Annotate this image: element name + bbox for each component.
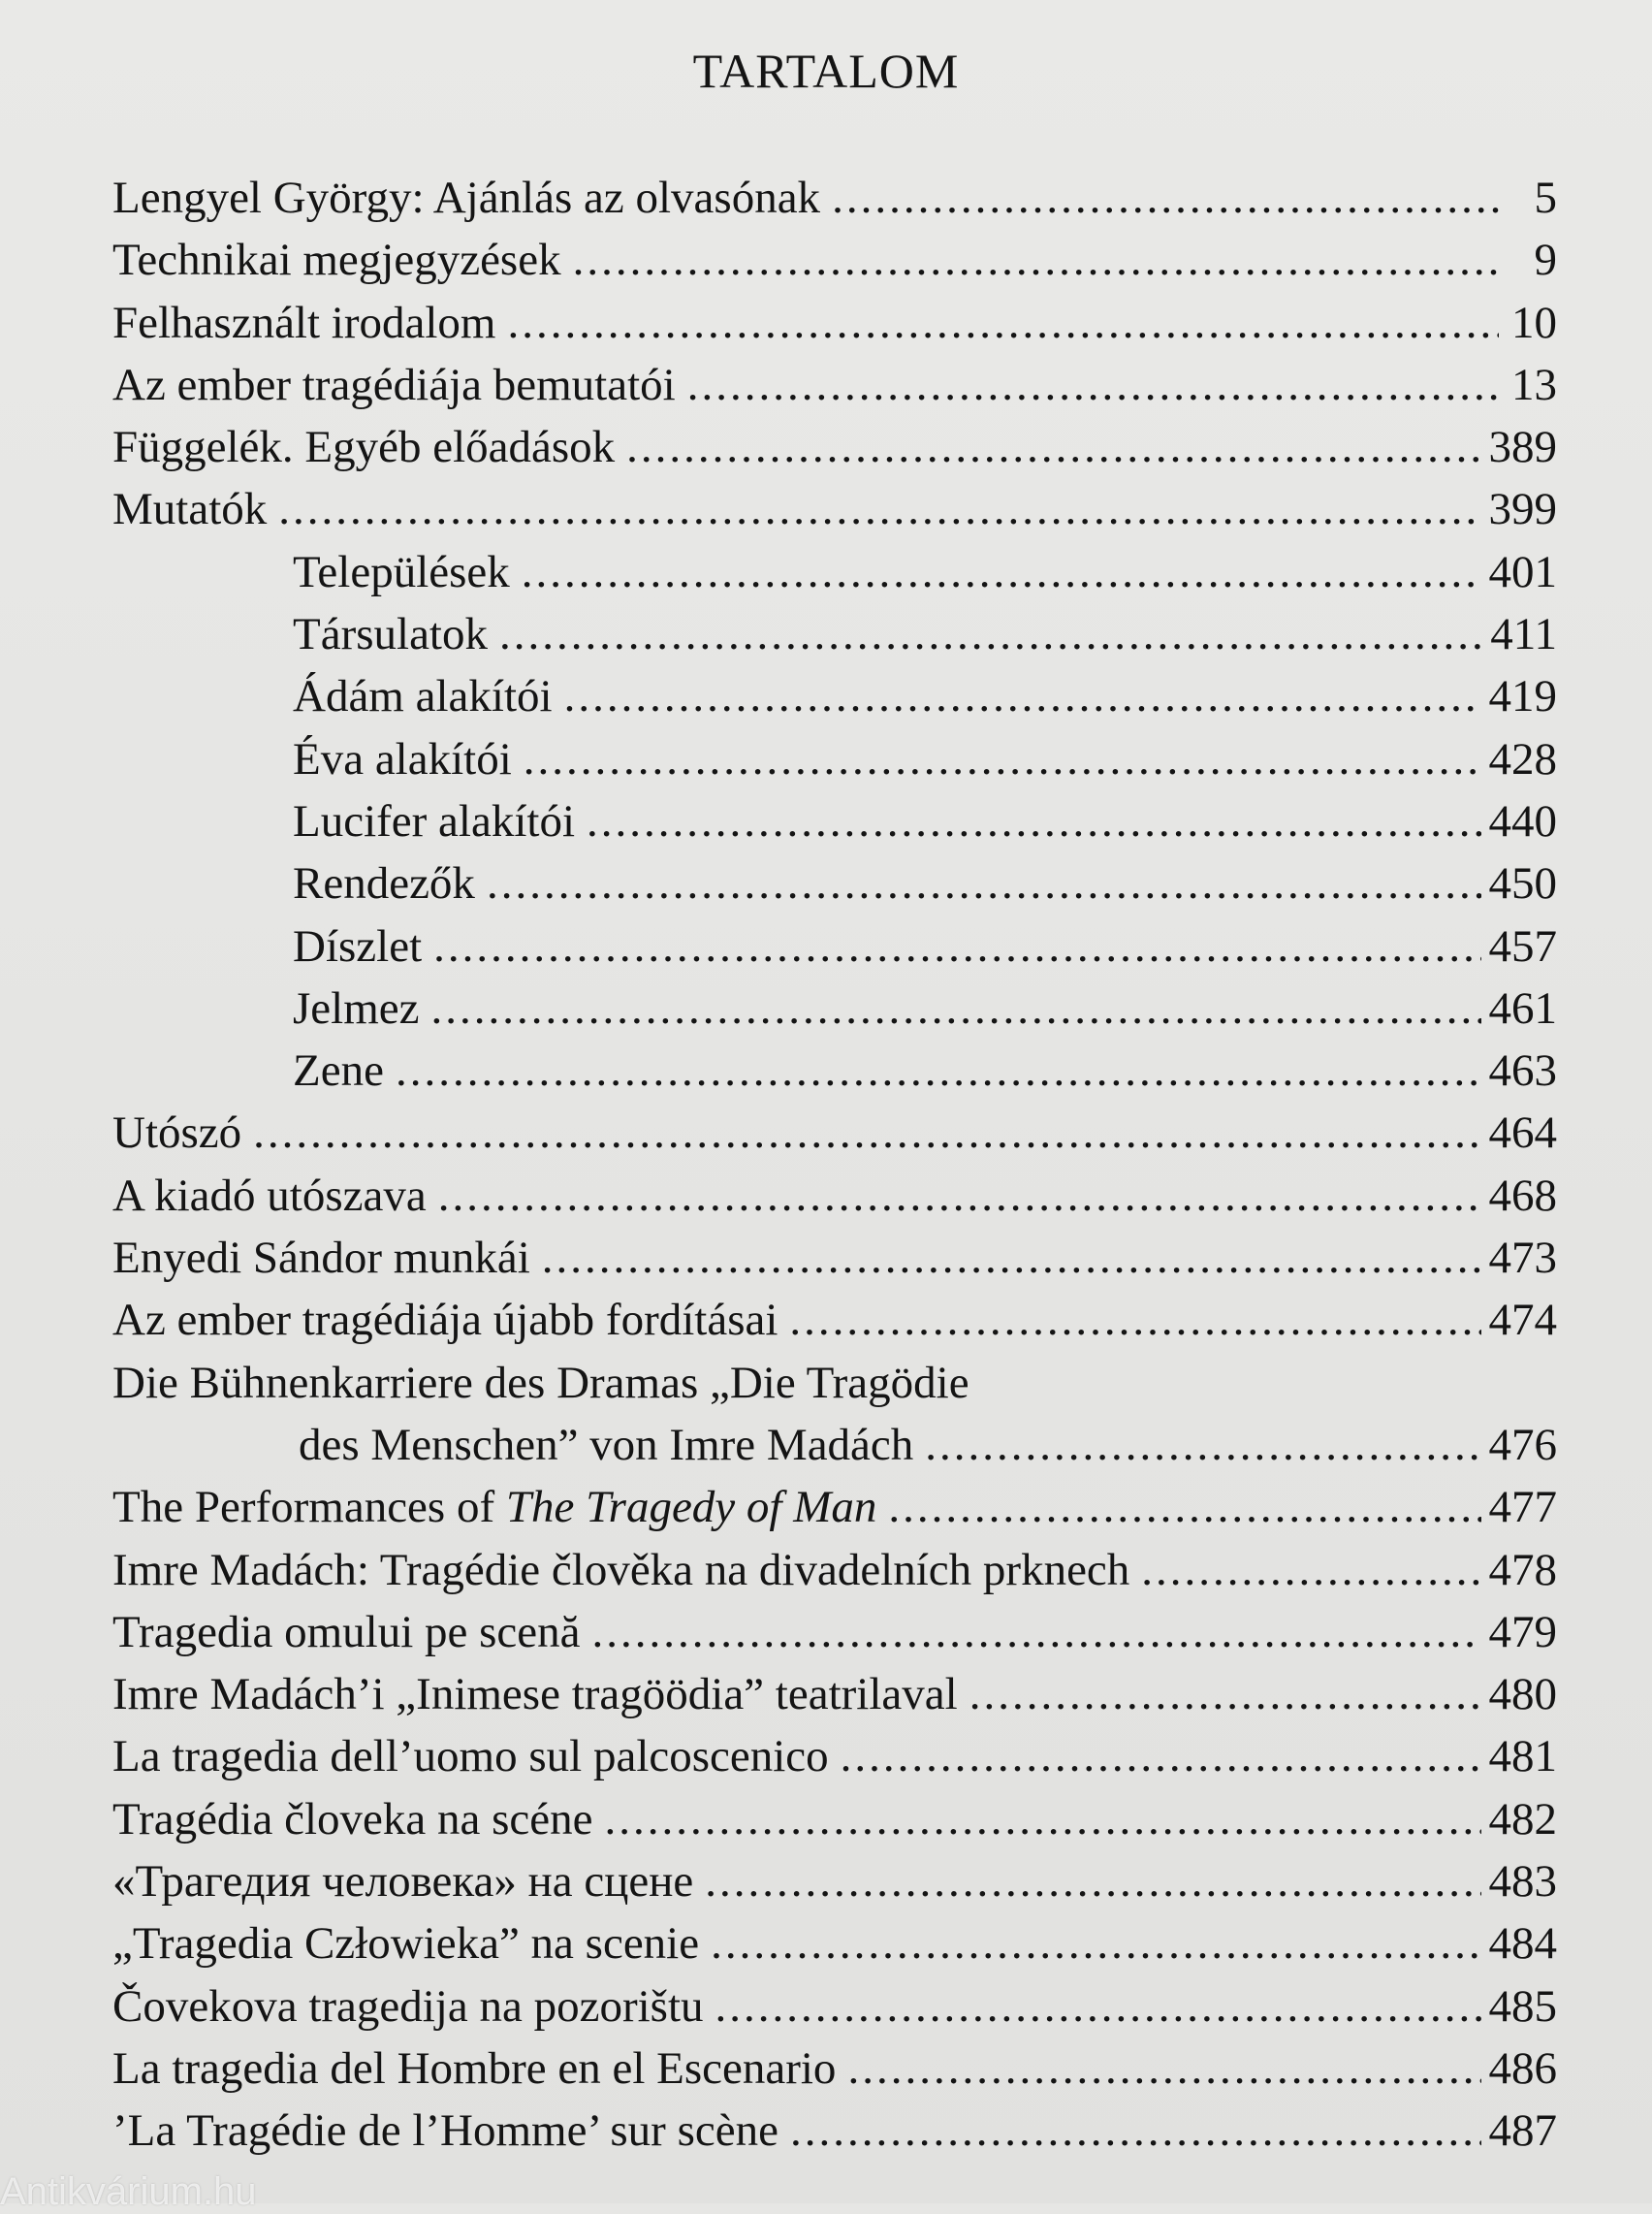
dot-leader [711, 1912, 1480, 1974]
toc-entry-page: 479 [1488, 1606, 1557, 1657]
toc-sub-entry [112, 978, 1557, 1040]
toc-entry-label: Tragédia človeka na scéne [112, 1793, 593, 1845]
toc-entry [112, 2100, 1557, 2162]
toc-entry [112, 167, 1557, 229]
watermark: Antikvárium.hu [0, 2170, 257, 2213]
dot-leader [507, 292, 1499, 354]
dot-leader [396, 1040, 1481, 1102]
toc-entry [112, 229, 1557, 291]
toc-entry-label: Az ember tragédiája újabb fordításai [112, 1295, 778, 1346]
toc-entry-label: Zene [293, 1045, 384, 1097]
toc-entry-label: Utószó [112, 1107, 242, 1159]
toc-entry-label: Felhasznált irodalom [112, 297, 496, 348]
toc-entry [112, 354, 1557, 416]
toc-entry [112, 1975, 1557, 2038]
toc-entry-label: Lucifer alakítói [293, 795, 575, 847]
toc-entry-label: „Tragedia Człowieka” na scenie [112, 1918, 700, 1970]
dot-leader [524, 728, 1481, 790]
table-of-contents [112, 167, 1557, 2163]
toc-entry-page: 419 [1488, 671, 1557, 722]
toc-entry-label-prefix: The Performances of [112, 1482, 506, 1533]
dot-leader [542, 1227, 1481, 1289]
dot-leader [587, 790, 1481, 852]
toc-entry-label: Imre Madách: Tragédie člověka na divadelních prknech [112, 1544, 1130, 1595]
toc-entry-page: 440 [1488, 795, 1557, 847]
dot-leader [592, 1601, 1481, 1663]
toc-entry-label: La tragedia dell’uomo sul palcoscenico [112, 1731, 829, 1782]
toc-entry-english [112, 1476, 1557, 1538]
toc-entry-page: 463 [1488, 1045, 1557, 1097]
toc-entry-label: «Трагедия человека» на сцене [112, 1856, 694, 1908]
toc-entry [112, 1289, 1557, 1351]
toc-entry-label: A kiadó utószava [112, 1170, 427, 1221]
toc-entry-page: 13 [1511, 359, 1557, 410]
toc-entry [112, 2038, 1557, 2100]
dot-leader [832, 167, 1499, 229]
toc-entry [112, 1539, 1557, 1601]
dot-leader [789, 1289, 1480, 1351]
toc-sub-entry [112, 1040, 1557, 1102]
toc-entry-page: 428 [1488, 733, 1557, 785]
toc-entry-page: 450 [1488, 858, 1557, 910]
toc-entry-page: 10 [1511, 297, 1557, 348]
toc-entry-page: 477 [1488, 1482, 1557, 1533]
toc-entry [112, 1663, 1557, 1725]
toc-entry-label: Enyedi Sándor munkái [112, 1233, 530, 1284]
dot-leader [705, 1850, 1480, 1912]
toc-entry [112, 1850, 1557, 1912]
toc-entry-label: Jelmez [293, 982, 420, 1034]
toc-entry [112, 478, 1557, 540]
toc-entry-page: 486 [1488, 2042, 1557, 2094]
dot-leader [431, 978, 1481, 1040]
toc-entry-label: Társulatok [293, 609, 488, 660]
toc-entry [112, 292, 1557, 354]
dot-leader [790, 2100, 1481, 2162]
toc-entry-label: Éva alakítói [293, 733, 512, 785]
toc-entry-label [112, 1476, 876, 1538]
dot-leader [522, 541, 1481, 603]
toc-entry-label: Rendezők [293, 858, 475, 910]
toc-entry-label: Ádám alakítói [293, 671, 553, 722]
toc-entry-page: 464 [1488, 1107, 1557, 1159]
toc-entry-page: 483 [1488, 1856, 1557, 1908]
toc-entry [112, 1102, 1557, 1164]
dot-leader [499, 603, 1482, 665]
toc-entry-page: 461 [1488, 982, 1557, 1034]
toc-entry-page: 474 [1488, 1295, 1557, 1346]
dot-leader [278, 478, 1480, 540]
toc-entry [112, 1227, 1557, 1289]
toc-entry-page: 487 [1488, 2105, 1557, 2157]
toc-entry-label: Čovekova tragedija na pozorištu [112, 1980, 704, 2032]
dot-leader [564, 665, 1481, 727]
dot-leader [841, 1725, 1481, 1787]
dot-leader [604, 1788, 1480, 1850]
toc-entry-page: 481 [1488, 1731, 1557, 1782]
toc-entry-label: Lengyel György: Ajánlás az olvasónak [112, 173, 821, 223]
toc-entry-page: 399 [1488, 484, 1557, 535]
dot-leader [487, 852, 1481, 914]
toc-entry-page: 478 [1488, 1544, 1557, 1595]
toc-entry-label: des Menschen” von Imre Madách [299, 1419, 914, 1470]
dot-leader [433, 915, 1480, 978]
toc-sub-entry [112, 728, 1557, 790]
toc-entry-german-line1 [112, 1352, 1557, 1414]
toc-sub-entry [112, 915, 1557, 978]
toc-entry-label: Települések [293, 546, 510, 597]
toc-entry-page: 473 [1488, 1233, 1557, 1284]
toc-entry-page: 9 [1534, 235, 1557, 286]
toc-sub-entry [112, 665, 1557, 727]
toc-entry-label: Függelék. Egyéb előadások [112, 422, 616, 473]
toc-entry-page: 482 [1488, 1793, 1557, 1845]
toc-entry-label-italic: The Tragedy of Man [505, 1482, 877, 1533]
toc-entry-page: 389 [1488, 422, 1557, 473]
toc-entry-german-line2 [112, 1414, 1557, 1476]
toc-entry-label: Díszlet [293, 920, 423, 972]
dot-leader [626, 416, 1480, 478]
dot-leader [847, 2038, 1480, 2100]
page-title: TARTALOM [692, 44, 960, 98]
toc-entry [112, 1165, 1557, 1227]
toc-entry [112, 1725, 1557, 1787]
dot-leader [969, 1663, 1481, 1725]
toc-entry-label: Technikai megjegyzések [112, 235, 561, 286]
toc-entry-page: 411 [1490, 609, 1557, 660]
toc-entry-page: 468 [1488, 1170, 1557, 1221]
toc-sub-entry [112, 790, 1557, 852]
toc-entry-label: Az ember tragédiája bemutatói [112, 359, 676, 410]
toc-entry-page: 476 [1488, 1419, 1557, 1470]
toc-sub-entry [112, 603, 1557, 665]
toc-entry-label: Imre Madách’i „Inimese tragöödia” teatrilaval [112, 1669, 958, 1720]
toc-entry-page: 5 [1534, 173, 1557, 223]
dot-leader [573, 229, 1499, 291]
toc-entry-label: Mutatók [112, 484, 268, 535]
toc-entry-page: 485 [1488, 1980, 1557, 2032]
dot-leader [715, 1975, 1481, 2038]
toc-entry [112, 1788, 1557, 1850]
toc-entry-page: 401 [1488, 546, 1557, 597]
dot-leader [888, 1476, 1480, 1538]
toc-sub-entry [112, 852, 1557, 914]
toc-entry-label: La tragedia del Hombre en el Escenario [112, 2042, 837, 2094]
dot-leader [253, 1102, 1480, 1164]
toc-entry-page: 457 [1488, 920, 1557, 972]
toc-entry-page: 484 [1488, 1918, 1557, 1970]
toc-entry [112, 416, 1557, 478]
toc-entry-label: Die Bühnenkarriere des Dramas „Die Tragödie [112, 1357, 969, 1408]
dot-leader [925, 1414, 1480, 1476]
toc-sub-entry [112, 541, 1557, 603]
toc-entry [112, 1601, 1557, 1663]
dot-leader [1141, 1539, 1480, 1601]
dot-leader [687, 354, 1499, 416]
toc-entry-label: ’La Tragédie de l’Homme’ sur scène [112, 2105, 778, 2157]
toc-entry-label: Tragedia omului pe scenă [112, 1606, 581, 1657]
toc-entry-page: 480 [1488, 1669, 1557, 1720]
dot-leader [438, 1165, 1481, 1227]
toc-entry [112, 1912, 1557, 1974]
